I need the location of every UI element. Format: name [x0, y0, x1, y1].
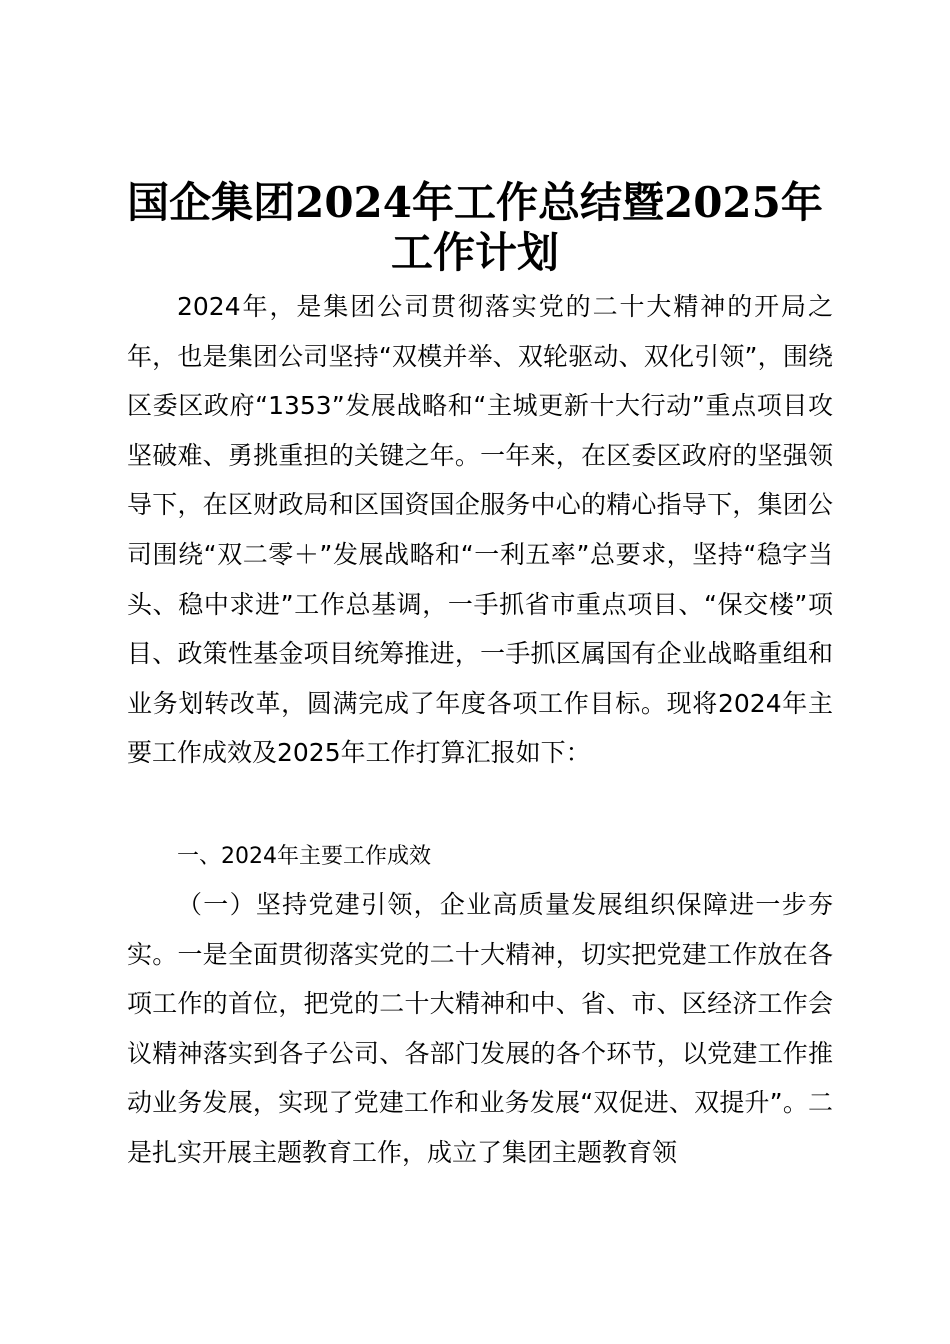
document-title: 国企集团2024年工作总结暨2025年工作计划 — [127, 178, 823, 277]
intro-paragraph: 2024年，是集团公司贯彻落实党的二十大精神的开局之年，也是集团公司坚持“双模并举、双轮驱动、双化引领”，围绕区委区政府“1353”发展战略和“主城更新十大行动”重点项目攻坚破难、勇挑重担的关键之年。一年来，在区委区政府的坚强领导下，在区财政局和区国资国企服务中心的精心指导下，集团公司围绕“双二零＋”发展战略和“一利五率”总要求，坚持“稳字当头、稳中求进”工作总基调，一手抓省市重点项目、“保交楼”项目、政策性基金项目统筹推进，一手抓区属国有企业战略重组和业务划转改革，圆满完成了年度各项工作目标。现将2024年主要工作成效及2025年工作打算汇报如下： — [127, 292, 833, 768]
section-heading: 一、2024年主要工作成效 — [177, 844, 431, 869]
body-paragraph: （一）坚持党建引领，企业高质量发展组织保障进一步夯实。一是全面贯彻落实党的二十大精神，切实把党建工作放在各项工作的首位，把党的二十大精神和中、省、市、区经济工作会议精神落实到各子公司、各部门发展的各个环节，以党建工作推动业务发展，实现了党建工作和业务发展“双促进、双提升”。二是扎实开展主题教育工作，成立了集团主题教育领 — [127, 890, 833, 1167]
